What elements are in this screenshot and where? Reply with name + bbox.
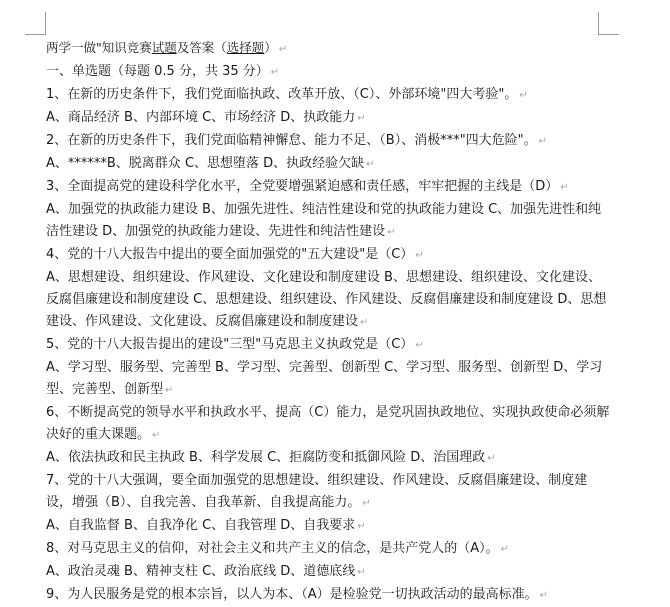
- question-paragraph: 7、党的十八大强调，要全面加强党的思想建设、组织建设、作风建设、反腐倡廉建设、制度建设，增强（B）、自我完善、自我革新、自我提高能力。 ↵: [46, 473, 588, 510]
- question-paragraph: 5、党的十八大报告提出的建设"三型"马克思主义执政党是（C） ↵: [46, 337, 424, 352]
- options-paragraph: A、思想建设、组织建设、作风建设、文化建设和制度建设 B、思想建设、组织建设、文化建设、反腐倡廉建设和制度建设 C、思想建设、组织建设、作风建设、反腐倡廉建设和制度建设 D、思想建设、作风建设、文化建设、反腐倡廉建设和制度建设 ↵: [46, 270, 607, 329]
- document-title: [46, 37, 612, 61]
- options-paragraph: A、******B、脱离群众 C、思想堕落 D、执政经验欠缺 ↵: [46, 156, 375, 171]
- document-body[interactable]: [46, 37, 612, 607]
- question-paragraph: 2、在新的历史条件下，我们党面临精神懈怠、能力不足、（B）、消极***"四大危险"。 ↵: [46, 133, 548, 148]
- paragraph-mark: ↵: [360, 317, 369, 328]
- options-paragraph: A、加强党的执政能力建设 B、加强先进性、纯洁性建设和党的执政能力建设 C、加强先进性和纯洁性建设 D、加强党的执政能力建设、先进性和纯洁性建设 ↵: [46, 202, 602, 239]
- question-paragraph: 4、党的十八大报告中提出的要全面加强党的"五大建设"是（C） ↵: [46, 247, 424, 262]
- section-heading: 一、单选题（每题 0.5 分，共 35 分） ↵: [46, 64, 280, 79]
- question-paragraph: 3、全面提高党的建设科学化水平，全党要增强紧迫感和责任感，牢牢把握的主线是（D） ↵: [46, 179, 569, 194]
- title-text: ）: [264, 40, 277, 55]
- question-paragraph: 8、对马克思主义的信仰，对社会主义和共产主义的信念，是共产党人的（A）。 ↵: [46, 541, 510, 556]
- paragraph-mark: ↵: [415, 340, 424, 351]
- options-paragraph: A、学习型、服务型、完善型 B、学习型、完善型、创新型 C、学习型、服务型、创新型 D、学习型、完善型、创新型 ↵: [46, 360, 603, 397]
- options-paragraph: A、政治灵魂 B、精神支柱 C、政治底线 D、道德底线 ↵: [46, 564, 366, 579]
- question-paragraph: 6、不断提高党的领导水平和执政水平、提高（C）能力，是党巩固执政地位、实现执政使命必须解决好的重大课题。 ↵: [46, 405, 610, 442]
- title-text: 两学一做"知识竞赛: [46, 40, 152, 55]
- paragraph-mark: ↵: [357, 567, 366, 578]
- options-paragraph: A、依法执政和民主执政 B、科学发展 C、拒腐防变和抵御风险 D、治国理政 ↵: [46, 450, 496, 465]
- paragraph-mark: ↵: [539, 590, 549, 601]
- title-text-underlined: 选择题: [226, 40, 265, 55]
- page-corner-mark-top-right: [598, 12, 619, 35]
- title-text: 及答案（: [176, 40, 227, 55]
- paragraph-mark: ↵: [357, 113, 366, 124]
- paragraph-mark: ↵: [165, 385, 174, 396]
- paragraph-mark: ↵: [152, 430, 161, 441]
- paragraph-mark: ↵: [278, 44, 288, 55]
- paragraph-mark: ↵: [270, 67, 280, 78]
- page-corner-mark-top-left: [25, 12, 46, 35]
- question-paragraph: 9、为人民服务是党的根本宗旨，以人为本、（A）是检验党一切执政活动的最高标准。 ↵: [46, 587, 549, 602]
- question-paragraph: 1、在新的历史条件下，我们党面临执政、改革开放、（C）、外部环境"四大考验"。 ↵: [46, 87, 528, 102]
- options-paragraph: A、自我监督 B、自我净化 C、自我管理 D、自我要求 ↵: [46, 518, 366, 533]
- paragraph-mark: ↵: [487, 453, 496, 464]
- paragraph-mark: ↵: [538, 136, 548, 147]
- paragraph-mark: ↵: [500, 544, 510, 555]
- paragraph-mark: ↵: [366, 159, 375, 170]
- title-text-underlined: 试题: [151, 40, 177, 55]
- paragraph-mark: ↵: [387, 227, 396, 238]
- paragraph-mark: ↵: [362, 498, 371, 509]
- options-paragraph: A、商品经济 B、内部环境 C、市场经济 D、执政能力 ↵: [46, 110, 366, 125]
- paragraph-mark: ↵: [519, 90, 528, 101]
- paragraph-mark: ↵: [357, 521, 366, 532]
- paragraph-mark: ↵: [415, 250, 424, 261]
- paragraph-mark: ↵: [560, 182, 569, 193]
